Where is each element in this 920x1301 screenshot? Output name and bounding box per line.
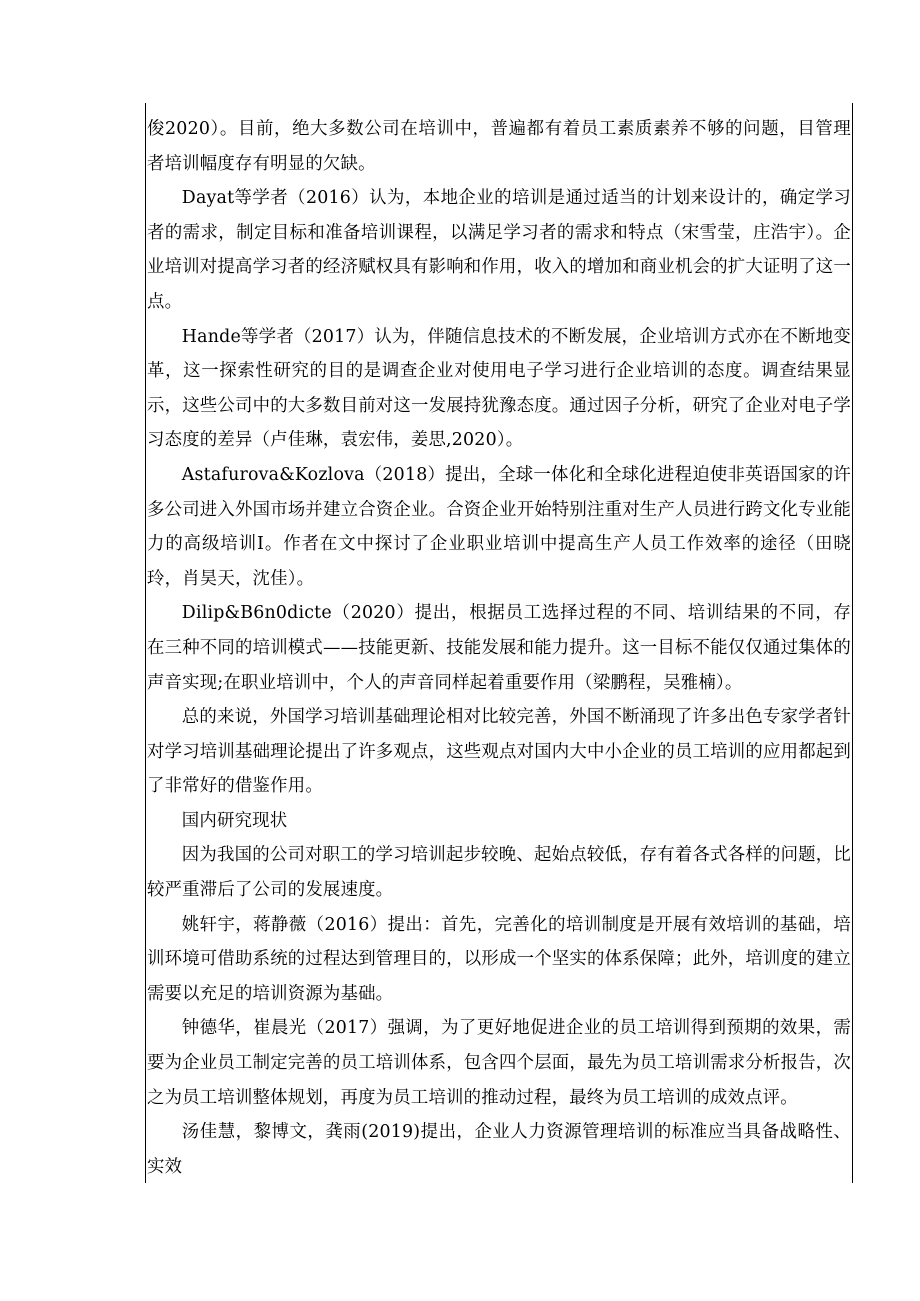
paragraph-astafurova: Astafurova&Kozlova（2018）提出，全球一体化和全球化进程迫使非英语国家的许多公司进入外国市场并建立合资企业。合资企业开始特别注重对生产人员进行跨文化专业能力的高级培训I。作者在文中探讨了企业职业培训中提高生产人员工作效率的途径（田晓玲，肖昊天，沈佳）。: [147, 464, 851, 589]
section-heading-domestic: 国内研究现状: [181, 810, 288, 831]
paragraph-hande: Hande等学者（2017）认为，伴随信息技术的不断发展，企业培训方式亦在不断地变革，这一探索性研究的目的是调查企业对使用电子学习进行企业培训的态度。调查结果显示，这些公司中的大多数目前对这一发展持犹豫态度。通过因子分析，研究了企业对电子学习态度的差异（卢佳琳，袁宏伟，姜思,2020）。: [147, 326, 851, 451]
paragraph-domestic-intro: 因为我国的公司对职工的学习培训起步较晚、起始点较低，存有着各式各样的问题，比较严重滞后了公司的发展速度。: [147, 845, 851, 901]
paragraph-yao: 姚轩宇，蒋静薇（2016）提出：首先，完善化的培训制度是开展有效培训的基础，培训环境可借助系统的过程达到管理目的，以形成一个坚实的体系保障；此外，培训度的建立需要以充足的培训资源为基础。: [147, 914, 851, 1004]
paragraph-dilip: Dilip&B6n0dicte（2020）提出，根据员工选择过程的不同、培训结果的不同，存在三种不同的培训模式——技能更新、技能发展和能力提升。这一目标不能仅仅通过集体的声音实现;在职业培训中，个人的声音同样起着重要作用（梁鹏程，吴雅楠）。: [147, 603, 851, 693]
paragraph-summary: 总的来说，外国学习培训基础理论相对比较完善，外国不断涌现了许多出色专家学者针对学习培训基础理论提出了许多观点，这些观点对国内大中小企业的员工培训的应用都起到了非常好的借鉴作用。: [147, 707, 851, 797]
paragraph-tang: 汤佳慧，黎博文，龚雨(2019)提出，企业人力资源管理培训的标准应当具备战略性、实效: [147, 1122, 851, 1177]
paragraph-dayat: Dayat等学者（2016）认为，本地企业的培训是通过适当的计划来设计的，确定学习者的需求，制定目标和准备培训课程，以满足学习者的需求和特点（宋雪莹，庄浩宇）。企业培训对提高学习者的经济赋权具有影响和作用，收入的增加和商业机会的扩大证明了这一点。: [147, 188, 851, 312]
document-body: [147, 112, 851, 1184]
paragraph-continuation: 俊2020）。目前，绝大多数公司在培训中，普遍都有着员工素质素养不够的问题，目管理者培训幅度存有明显的欠缺。: [147, 119, 851, 174]
paragraph-zhong: 钟德华，崔晨光（2017）强调，为了更好地促进企业的员工培训得到预期的效果，需要为企业员工制定完善的员工培训体系，包含四个层面，最先为员工培训需求分析报告，次之为员工培训整体规划，再度为员工培训的推动过程，最终为员工培训的成效点评。: [147, 1018, 851, 1108]
